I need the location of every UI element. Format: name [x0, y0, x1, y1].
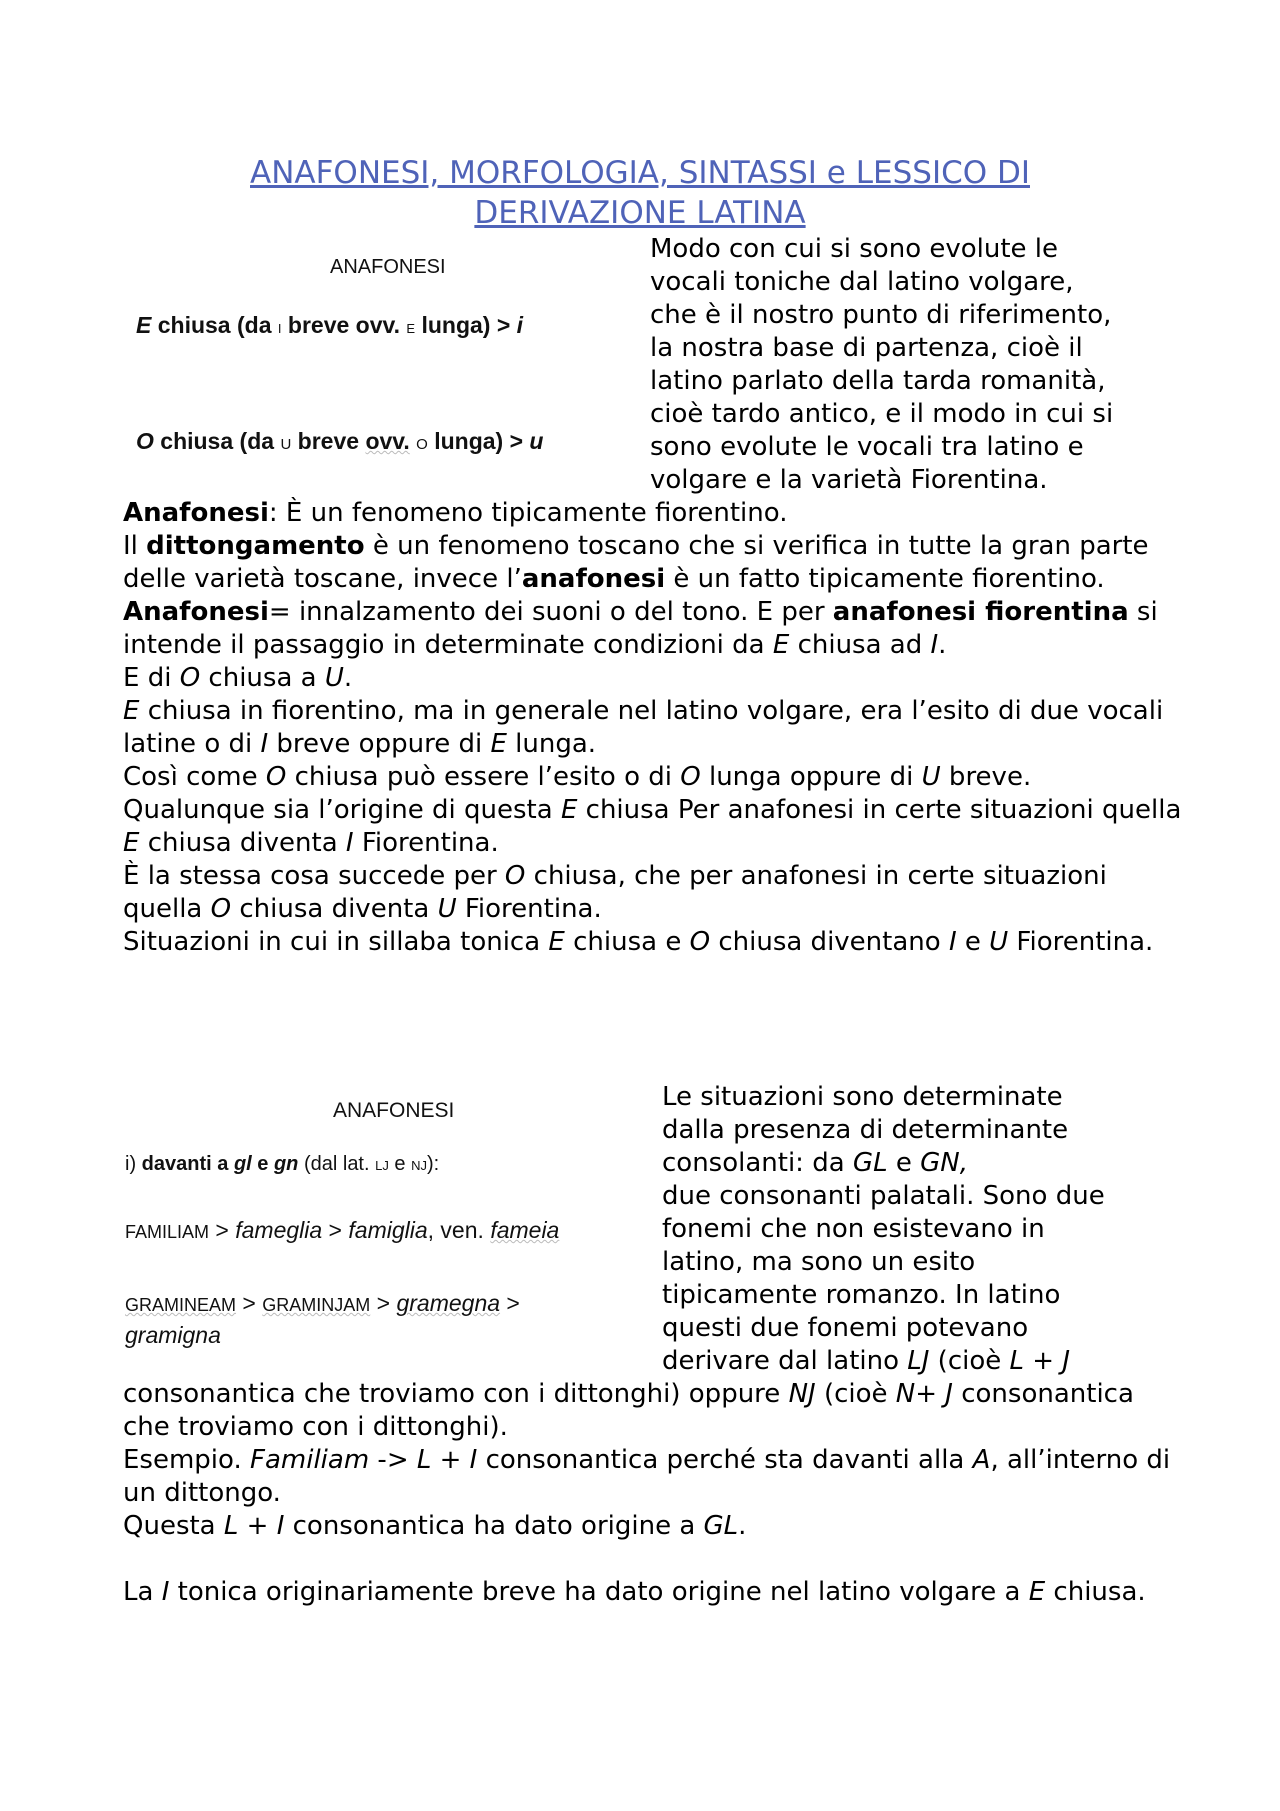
- anafonesi-figure-2: [125, 1090, 645, 1360]
- paragraph[interactable]: Anafonesi= innalzamento dei suoni o del tono. E per anafonesi fiorentina si intende il passaggio in determinate condizioni da E chiusa ad I.: [123, 597, 1158, 660]
- paragraph[interactable]: E di O chiusa a U.: [123, 663, 353, 693]
- paragraph[interactable]: Così come O chiusa può essere l’esito o di O lunga oppure di U breve.: [123, 762, 1032, 792]
- paragraph[interactable]: consonantica che troviamo con i dittonghi) oppure NJ (cioè N+ J consonantica che troviamo con i dittonghi).: [123, 1379, 1134, 1442]
- figure-2-heading: ANAFONESI: [333, 1099, 455, 1122]
- paragraph[interactable]: Anafonesi: È un fenomeno tipicamente fiorentino.: [123, 498, 788, 528]
- figure-1-rule-e: E chiusa (da I breve ovv. E lunga) > i: [136, 312, 524, 338]
- side-text-1[interactable]: [650, 233, 1113, 497]
- side-2-line[interactable]: consolanti: da GL e GN,: [662, 1148, 968, 1178]
- side-1-line[interactable]: volgare e la varietà Fiorentina.: [650, 465, 1048, 495]
- side-1-line[interactable]: latino parlato della tarda romanità,: [650, 366, 1106, 396]
- side-2-line[interactable]: questi due fonemi potevano: [662, 1313, 1029, 1343]
- figure-1-heading: ANAFONESI: [330, 256, 446, 278]
- side-1-line[interactable]: che è il nostro punto di riferimento,: [650, 300, 1112, 330]
- paragraph[interactable]: Il dittongamento è un fenomeno toscano che si verifica in tutte la gran parte delle varietà toscane, invece l’anafonesi è un fatto tipicamente fiorentino.: [123, 531, 1149, 594]
- side-2-line[interactable]: Le situazioni sono determinate: [662, 1082, 1063, 1112]
- page-title[interactable]: [190, 153, 1090, 233]
- side-2-line[interactable]: derivare dal latino LJ (cioè L + J: [662, 1346, 1070, 1376]
- body-text-1[interactable]: [123, 497, 1183, 959]
- anafonesi-figure-1: [130, 250, 640, 470]
- side-2-line[interactable]: fonemi che non esistevano in: [662, 1214, 1045, 1244]
- side-1-line[interactable]: sono evolute le vocali tra latino e: [650, 432, 1084, 462]
- side-1-line[interactable]: vocali toniche dal latino volgare,: [650, 267, 1074, 297]
- paragraph[interactable]: La I tonica originariamente breve ha dato origine nel latino volgare a E chiusa.: [123, 1577, 1146, 1607]
- paragraph[interactable]: Esempio. Familiam -> L + I consonantica perché sta davanti alla A, all’interno di un dittongo.: [123, 1445, 1171, 1508]
- side-text-2[interactable]: [662, 1081, 1105, 1378]
- figure-2-condition: i) davanti a gl e gn (dal lat. LJ e NJ):: [125, 1153, 440, 1175]
- side-2-line[interactable]: tipicamente romanzo. In latino: [662, 1280, 1061, 1310]
- title-line-1[interactable]: ANAFONESI, MORFOLOGIA, SINTASSI e LESSICO DI: [250, 155, 1030, 191]
- empty-line: [123, 1543, 1183, 1576]
- paragraph[interactable]: Questa L + I consonantica ha dato origine a GL.: [123, 1511, 747, 1541]
- body-text-2[interactable]: [123, 1378, 1183, 1609]
- title-line-2[interactable]: DERIVAZIONE LATINA: [474, 195, 806, 231]
- side-1-line[interactable]: la nostra base di partenza, cioè il: [650, 333, 1083, 363]
- side-2-line[interactable]: due consonanti palatali. Sono due: [662, 1181, 1105, 1211]
- paragraph[interactable]: E chiusa in fiorentino, ma in generale nel latino volgare, era l’esito di due vocali latine o di I breve oppure di E lunga.: [123, 696, 1164, 759]
- figure-2-gramigna: gramigna: [125, 1322, 221, 1348]
- paragraph[interactable]: Qualunque sia l’origine di questa E chiusa Per anafonesi in certe situazioni quella E chiusa diventa I Fiorentina.: [123, 795, 1182, 858]
- paragraph[interactable]: È la stessa cosa succede per O chiusa, che per anafonesi in certe situazioni quella O chiusa diventa U Fiorentina.: [123, 861, 1107, 924]
- figure-2-example-familiam: FAMILIAM > fameglia > famiglia, ven. fameia: [125, 1217, 560, 1243]
- figure-1-rule-o: O chiusa (da U breve ovv. O lunga) > u: [136, 428, 544, 454]
- side-1-line[interactable]: Modo con cui si sono evolute le: [650, 234, 1059, 264]
- side-2-line[interactable]: latino, ma sono un esito: [662, 1247, 976, 1277]
- side-2-line[interactable]: dalla presenza di determinante: [662, 1115, 1069, 1145]
- figure-2-example-gramineam: GRAMINEAM > GRAMINJAM > gramegna >: [125, 1290, 520, 1316]
- side-1-line[interactable]: cioè tardo antico, e il modo in cui si: [650, 399, 1114, 429]
- paragraph[interactable]: Situazioni in cui in sillaba tonica E chiusa e O chiusa diventano I e U Fiorentina.: [123, 927, 1154, 957]
